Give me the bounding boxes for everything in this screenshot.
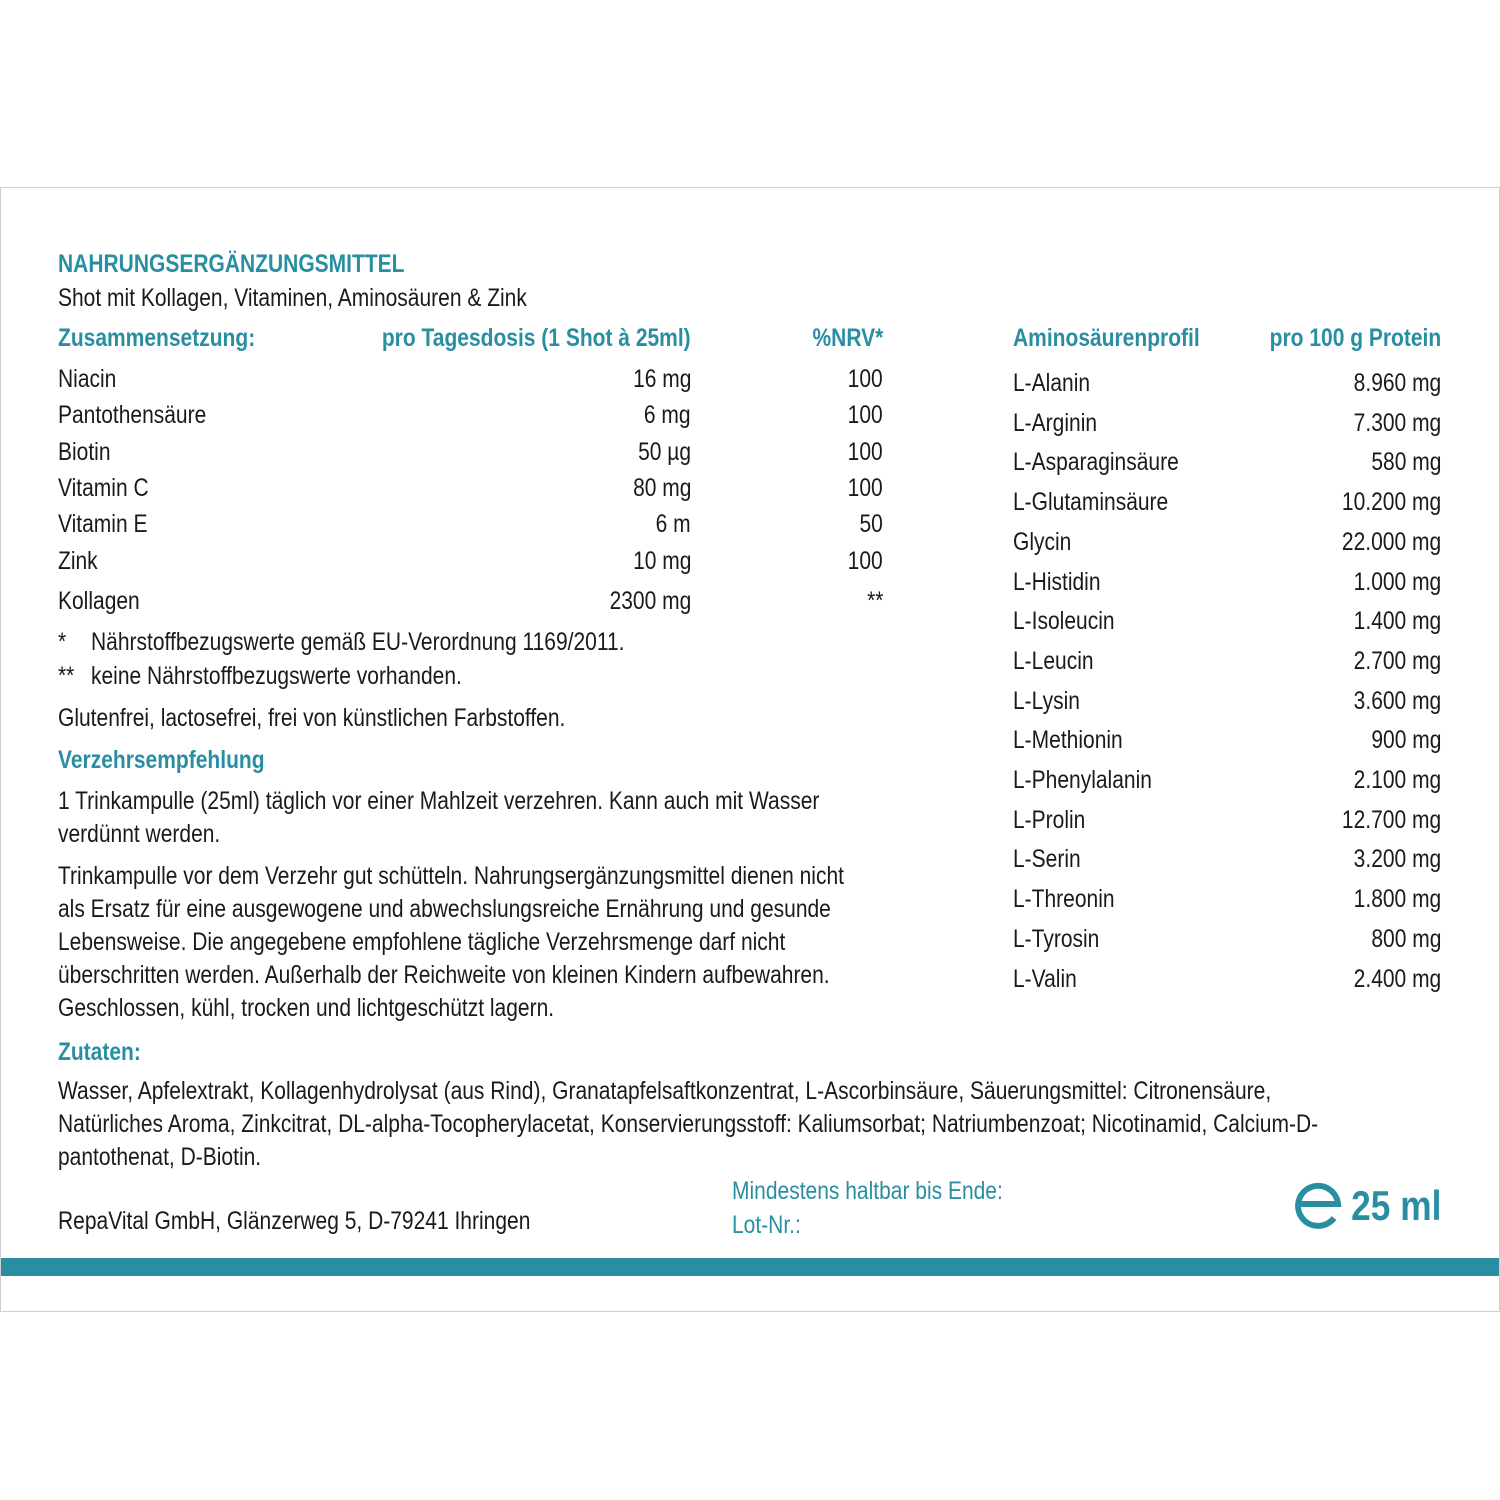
amino-row bbox=[1, 568, 1500, 608]
amino-acid-name: L-Glutaminsäure bbox=[1013, 488, 1169, 517]
ingredients-heading: Zutaten: bbox=[58, 1038, 141, 1066]
free-from-statement: Glutenfrei, lactosefrei, frei von künstlichen Farbstoffen. bbox=[58, 704, 566, 732]
composition-col-amount: pro Tagesdosis (1 Shot à 25ml) bbox=[382, 324, 691, 352]
amino-acid-name: L-Isoleucin bbox=[1013, 607, 1115, 636]
nutrient-amount: 6 mg bbox=[644, 401, 691, 429]
amino-acid-name: L-Alanin bbox=[1013, 369, 1091, 397]
e-mark-icon bbox=[1294, 1178, 1346, 1230]
amino-acid-value: 800 mg bbox=[1370, 924, 1441, 953]
amino-acid-value: 1.000 mg bbox=[1353, 567, 1441, 596]
footnote-mark-2: ** bbox=[58, 662, 75, 690]
amino-acid-name: L-Methionin bbox=[1013, 726, 1123, 755]
amino-acid-value: 2.100 mg bbox=[1353, 766, 1441, 794]
amino-acid-value: 8.960 mg bbox=[1353, 369, 1441, 397]
amino-acid-name: L-Asparaginsäure bbox=[1013, 448, 1179, 477]
nutrient-name: Vitamin C bbox=[58, 474, 149, 502]
amino-acid-name: L-Histidin bbox=[1013, 567, 1101, 596]
amino-acid-name: L-Valin bbox=[1013, 964, 1077, 993]
amino-acid-name: L-Arginin bbox=[1013, 408, 1098, 437]
amino-acid-name: L-Phenylalanin bbox=[1013, 766, 1152, 794]
amino-col-name: Aminosäurenprofil bbox=[1013, 324, 1200, 352]
nutrient-nrv: 100 bbox=[847, 401, 883, 429]
footnote-1: Nährstoffbezugswerte gemäß EU-Verordnung 1169/2011. bbox=[91, 628, 625, 656]
accent-bar bbox=[1, 1258, 1499, 1276]
amino-row bbox=[1, 726, 1500, 766]
nutrient-name: Kollagen bbox=[58, 587, 140, 615]
nutrient-nrv: ** bbox=[866, 587, 883, 615]
nutrient-nrv: 100 bbox=[847, 474, 883, 502]
amino-row bbox=[1, 925, 1500, 965]
nutrient-amount: 16 mg bbox=[632, 365, 691, 393]
recommendation-text: 1 Trinkampulle (25ml) täglich vor einer Mahlzeit verzehren. Kann auch mit Wasser verdünnt werden. bbox=[58, 787, 820, 848]
nutrient-nrv: 100 bbox=[847, 365, 883, 393]
composition-col-name: Zusammensetzung: bbox=[58, 324, 256, 352]
amino-row bbox=[1, 766, 1500, 806]
amino-acid-value: 1.400 mg bbox=[1353, 607, 1441, 636]
volume-label: 25 ml bbox=[1350, 1182, 1441, 1229]
footnote-mark-1: * bbox=[58, 628, 67, 656]
best-before-label: Mindestens haltbar bis Ende: bbox=[732, 1177, 1003, 1205]
product-category-title: NAHRUNGSERGÄNZUNGSMITTEL bbox=[58, 250, 405, 278]
amino-acid-value: 10.200 mg bbox=[1341, 488, 1441, 517]
amino-row bbox=[1, 488, 1500, 528]
amino-acid-value: 900 mg bbox=[1370, 726, 1441, 755]
amino-header bbox=[1, 324, 1500, 364]
amino-row bbox=[1, 845, 1500, 885]
amino-acid-value: 2.700 mg bbox=[1353, 646, 1441, 675]
ingredients-text: Wasser, Apfelextrakt, Kollagenhydrolysat (aus Rind), Granatapfelsaftkonzentrat, L-Ascorbinsäure, Säuerungsmittel: Citronensäure, Natürliches Aroma, Zinkcitrat, DL-alpha-Tocopherylacetat, Konservierungsstoff: Kaliumsorbat; Natriumbenzoat; Nicotinamid, Calcium-D-pantothenat, D-Biotin. bbox=[58, 1077, 1319, 1171]
nutrient-name: Zink bbox=[58, 547, 98, 575]
amino-acid-name: L-Leucin bbox=[1013, 646, 1094, 675]
amino-acid-value: 7.300 mg bbox=[1353, 408, 1441, 437]
amino-row bbox=[1, 369, 1500, 409]
nutrient-amount: 10 mg bbox=[632, 547, 691, 575]
amino-row bbox=[1, 409, 1500, 449]
nutrient-amount: 6 m bbox=[655, 510, 691, 538]
lot-number-label: Lot-Nr.: bbox=[732, 1211, 801, 1239]
product-label bbox=[0, 187, 1500, 1312]
amino-row bbox=[1, 885, 1500, 925]
nutrient-name: Biotin bbox=[58, 438, 111, 466]
amino-acid-name: L-Threonin bbox=[1013, 885, 1115, 914]
nutrient-nrv: 100 bbox=[847, 547, 883, 575]
nutrient-amount: 2300 mg bbox=[609, 587, 691, 615]
amino-acid-name: L-Tyrosin bbox=[1013, 924, 1100, 953]
amino-acid-value: 3.600 mg bbox=[1353, 686, 1441, 715]
nutrient-name: Niacin bbox=[58, 365, 117, 393]
amino-row bbox=[1, 448, 1500, 488]
recommendation-heading: Verzehrsempfehlung bbox=[58, 746, 265, 774]
amino-acid-value: 3.200 mg bbox=[1353, 845, 1441, 874]
amino-acid-name: L-Serin bbox=[1013, 845, 1081, 874]
composition-col-nrv: %NRV* bbox=[812, 324, 883, 352]
footnote-2: keine Nährstoffbezugswerte vorhanden. bbox=[91, 662, 462, 690]
amino-acid-value: 1.800 mg bbox=[1353, 885, 1441, 914]
amino-acid-value: 22.000 mg bbox=[1341, 527, 1441, 556]
amino-acid-value: 580 mg bbox=[1370, 448, 1441, 477]
nutrient-nrv: 50 bbox=[859, 510, 883, 538]
amino-acid-name: L-Lysin bbox=[1013, 686, 1080, 715]
amino-acid-name: Glycin bbox=[1013, 527, 1072, 556]
amino-acid-value: 2.400 mg bbox=[1353, 964, 1441, 993]
nutrient-amount: 80 mg bbox=[632, 474, 691, 502]
amino-row bbox=[1, 607, 1500, 647]
amino-row bbox=[1, 687, 1500, 727]
amino-col-value: pro 100 g Protein bbox=[1269, 324, 1441, 352]
amino-row bbox=[1, 965, 1500, 1005]
product-subtitle: Shot mit Kollagen, Vitaminen, Aminosäuren & Zink bbox=[58, 284, 527, 312]
nutrient-amount: 50 µg bbox=[638, 438, 691, 466]
nutrient-name: Pantothensäure bbox=[58, 401, 207, 429]
usage-warnings-text: Trinkampulle vor dem Verzehr gut schütteln. Nahrungsergänzungsmittel dienen nicht als Ersatz für eine ausgewogene und abwechslungsreiche Ernährung und gesunde Lebensweise. Die angegebene empfohlene tägliche Verzehrsmenge darf nicht überschritten werden. Außerhalb der Reichweite von kleinen Kindern aufbewahren. Geschlossen, kühl, trocken und lichtgeschützt lagern. bbox=[58, 862, 844, 1022]
amino-row bbox=[1, 528, 1500, 568]
amino-row bbox=[1, 647, 1500, 687]
amino-row bbox=[1, 806, 1500, 846]
amino-acid-name: L-Prolin bbox=[1013, 805, 1086, 834]
amino-acid-value: 12.700 mg bbox=[1341, 805, 1441, 834]
nutrient-name: Vitamin E bbox=[58, 510, 148, 538]
nutrient-nrv: 100 bbox=[847, 438, 883, 466]
manufacturer-address: RepaVital GmbH, Glänzerweg 5, D-79241 Ihringen bbox=[58, 1207, 531, 1235]
